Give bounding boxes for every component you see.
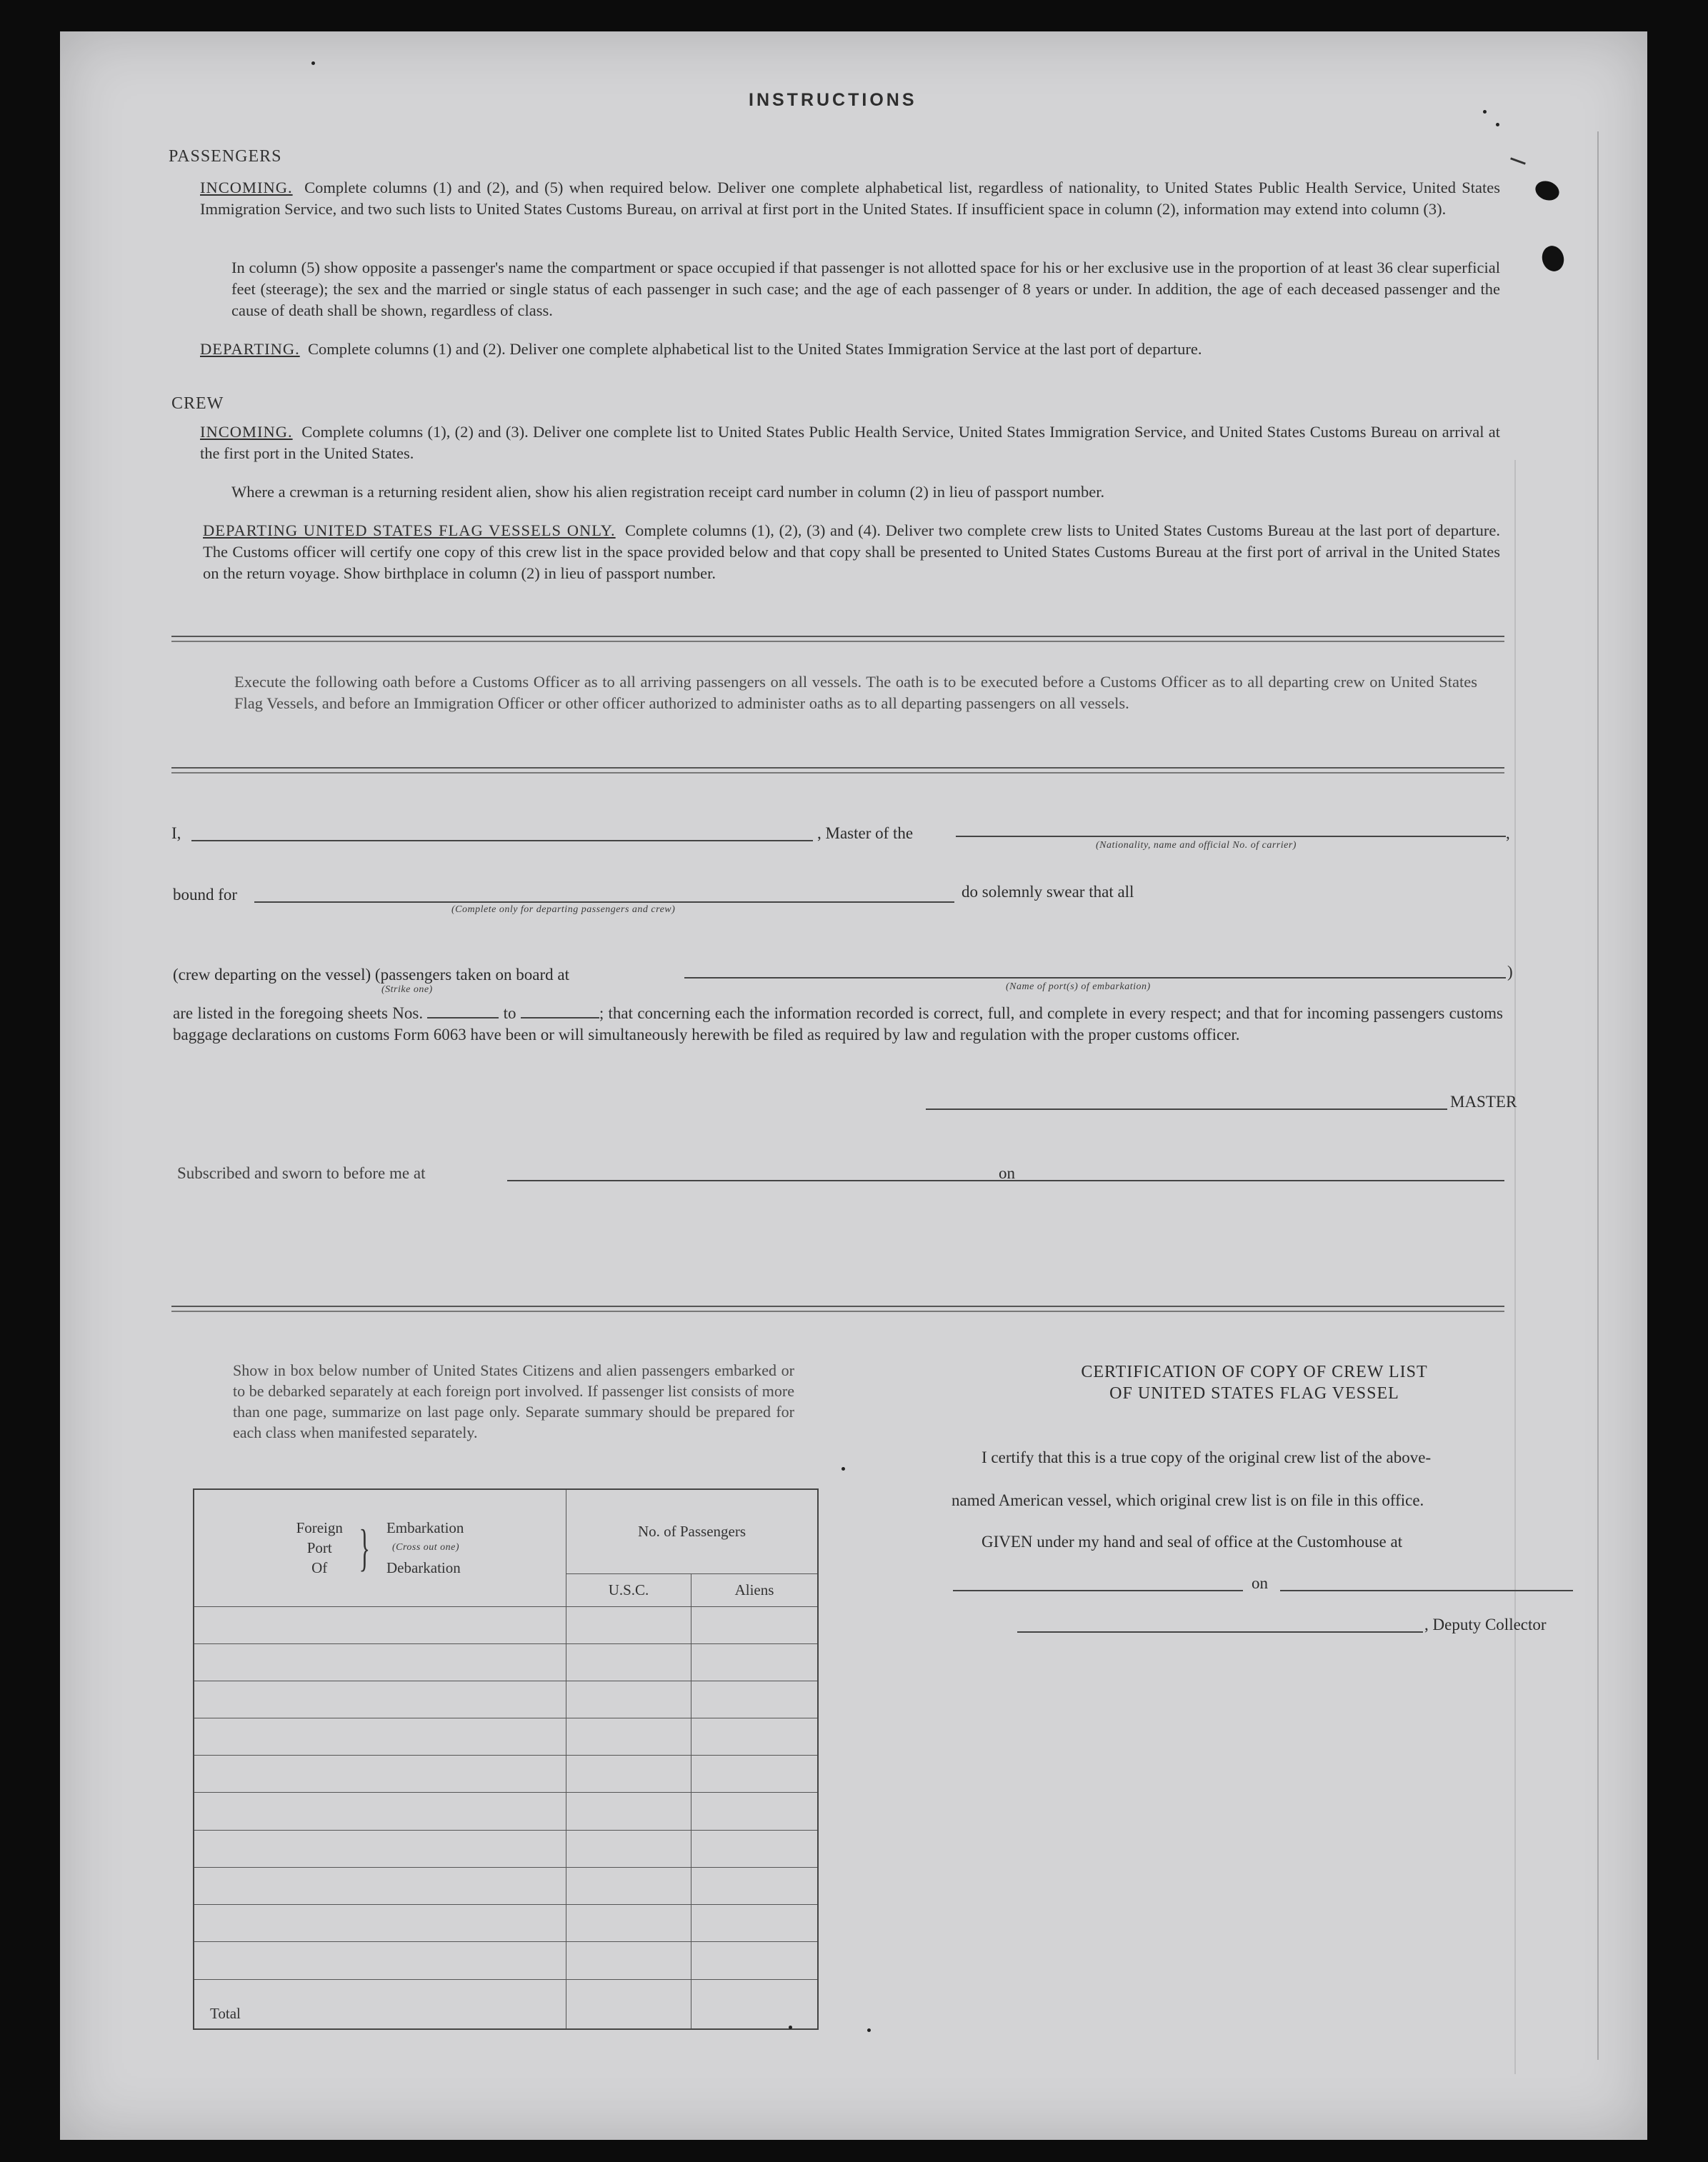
ink-mark	[1510, 157, 1526, 164]
certification-title-line2: OF UNITED STATES FLAG VESSEL	[1109, 1384, 1399, 1403]
table-row	[194, 1942, 818, 1979]
crew-incoming-label: INCOMING.	[200, 423, 293, 441]
listed-in-label: are listed in the foregoing sheets Nos.	[173, 1004, 424, 1022]
sworn-place-field[interactable]	[507, 1180, 1042, 1181]
swear-text: do solemnly swear that all	[962, 883, 1134, 901]
port-cell[interactable]	[194, 1681, 566, 1718]
crew-departing-text: (crew departing on the vessel) (passengers taken on board at	[173, 966, 569, 984]
page-title: INSTRUCTIONS	[749, 90, 917, 110]
deputy-signature-field[interactable]	[1017, 1631, 1423, 1633]
table-row	[194, 1681, 818, 1718]
oath-i-label: I,	[171, 824, 181, 842]
carrier-caption: (Nationality, name and official No. of carrier)	[1096, 840, 1297, 851]
usc-cell[interactable]	[566, 1942, 691, 1979]
aliens-cell[interactable]	[691, 1643, 819, 1681]
usc-cell[interactable]	[566, 1643, 691, 1681]
debarkation-label[interactable]: Debarkation	[386, 1559, 461, 1577]
ink-blot	[1533, 178, 1562, 204]
aliens-header: Aliens	[691, 1573, 819, 1606]
table-row	[194, 1643, 818, 1681]
cross-out-caption: (Cross out one)	[391, 1542, 460, 1553]
comma: ,	[1506, 824, 1510, 842]
embarkation-label[interactable]: Embarkation	[386, 1519, 464, 1537]
crew-departing-label: DEPARTING UNITED STATES FLAG VESSELS ONLY.	[203, 521, 616, 539]
of-label: Of	[311, 1559, 328, 1577]
port-cell[interactable]	[194, 1793, 566, 1830]
table-row	[194, 1830, 818, 1867]
aliens-cell[interactable]	[691, 1718, 819, 1756]
port-header-cell	[194, 1489, 566, 1606]
bound-for-caption: (Complete only for departing passengers and crew)	[451, 904, 676, 915]
crew-resident-paragraph: Where a crewman is a returning resident alien, show his alien registration receipt card number in column (2) in lieu of passport number.	[231, 483, 1105, 501]
embark-debark-label	[386, 1518, 464, 1578]
aliens-cell[interactable]	[691, 1830, 819, 1867]
sheet-to-field[interactable]	[521, 1017, 599, 1019]
bound-for-field[interactable]	[254, 901, 954, 903]
section-divider	[171, 636, 1504, 637]
bleed-through-line	[1597, 131, 1599, 2060]
foreign-port-of-label	[296, 1518, 343, 1578]
customhouse-field[interactable]	[953, 1590, 1243, 1591]
aliens-cell[interactable]	[691, 1793, 819, 1830]
sworn-date-field[interactable]	[1024, 1180, 1504, 1181]
certification-title	[947, 1361, 1562, 1404]
master-of-the-label: , Master of the	[817, 824, 914, 842]
aliens-cell[interactable]	[691, 1756, 819, 1793]
given-text: GIVEN under my hand and seal of office at the Customhouse at	[982, 1533, 1403, 1551]
oath-body-paragraph	[173, 1003, 1503, 1046]
table-row	[194, 1867, 818, 1904]
summary-instructions: Show in box below number of United States Citizens and alien passengers embarked or to be debarked separately at each foreign port involved. If passenger list consists of more than one page, summarize on last page only. Separate summary should be prepared for each class when manifested separately.	[233, 1361, 794, 1441]
master-name-field[interactable]	[191, 840, 813, 841]
passengers-heading: PASSENGERS	[169, 147, 282, 166]
aliens-cell[interactable]	[691, 1942, 819, 1979]
brace: }	[359, 1518, 371, 1576]
total-label: Total	[194, 1979, 566, 2029]
crew-departing-text: Complete columns (1), (2), (3) and (4). Deliver two complete crew lists to United States Customs Bureau at the last port of departure. The Customs officer will certify one copy of this crew list in the space provided below and that copy shall be presented to United States Customs Bureau at the first port of arrival in the United States on the return voyage. Show birthplace in column (2) in lieu of passport number.	[203, 521, 1501, 582]
certification-on-label: on	[1252, 1574, 1268, 1592]
subscribed-label: Subscribed and sworn to before me at	[177, 1164, 426, 1182]
speck	[1496, 123, 1499, 126]
ports-caption: (Name of port(s) of embarkation)	[1006, 981, 1151, 992]
port-cell[interactable]	[194, 1643, 566, 1681]
speck	[311, 61, 315, 65]
table-row	[194, 1793, 818, 1830]
passengers-departing-paragraph	[200, 339, 1500, 360]
crew-incoming-paragraph	[200, 421, 1500, 464]
usc-cell[interactable]	[566, 1905, 691, 1942]
speck	[1483, 110, 1487, 114]
close-paren: )	[1507, 963, 1513, 981]
usc-cell[interactable]	[566, 1606, 691, 1643]
foreign-label: Foreign	[296, 1519, 343, 1537]
speck	[867, 2028, 871, 2032]
table-row	[194, 1718, 818, 1756]
sworn-on-label: on	[999, 1164, 1015, 1182]
table-row	[194, 1905, 818, 1942]
passengers-incoming-text: Complete columns (1) and (2), and (5) when required below. Deliver one complete alphabetical list, regardless of nationality, to United States Public Health Service, United States Immigration Service, and two such lists to United States Customs Bureau, on arrival at first port in the United States. If insufficient space in column (2), information may extend into column (3).	[200, 179, 1501, 218]
aliens-total-cell[interactable]	[691, 1979, 819, 2029]
section-divider	[171, 1306, 1504, 1307]
certification-title-line1: CERTIFICATION OF COPY OF CREW LIST	[1081, 1363, 1428, 1381]
embarkation-ports-field[interactable]	[684, 977, 1506, 979]
bleed-through-line	[1514, 460, 1516, 2074]
port-cell[interactable]	[194, 1756, 566, 1793]
port-cell[interactable]	[194, 1718, 566, 1756]
port-cell[interactable]	[194, 1867, 566, 1904]
port-cell[interactable]	[194, 1830, 566, 1867]
crew-departing-paragraph	[203, 520, 1500, 584]
speck	[789, 2026, 792, 2029]
usc-cell[interactable]	[566, 1718, 691, 1756]
deputy-collector-label: , Deputy Collector	[1424, 1616, 1547, 1633]
table-row	[194, 1756, 818, 1793]
aliens-cell[interactable]	[691, 1681, 819, 1718]
bound-for-label: bound for	[173, 886, 238, 904]
master-signature-field[interactable]	[926, 1108, 1447, 1110]
port-label: Port	[306, 1539, 332, 1557]
passengers-departing-label: DEPARTING.	[200, 340, 300, 358]
port-cell[interactable]	[194, 1606, 566, 1643]
total-row	[194, 1979, 818, 2029]
oath-rest-text: ; that concerning each the information recorded is correct, full, and complete in every respect; and that for incoming passengers customs baggage declarations on customs Form 6063 have been or will simultaneously herewith be filed as required by law and regulation with the proper customs officer.	[173, 1004, 1503, 1044]
certification-text-line2: named American vessel, which original crew list is on file in this office.	[952, 1491, 1424, 1509]
certification-date-field[interactable]	[1280, 1590, 1573, 1591]
usc-cell[interactable]	[566, 1867, 691, 1904]
usc-total-cell[interactable]	[566, 1979, 691, 2029]
to-label: to	[503, 1004, 516, 1022]
usc-cell[interactable]	[566, 1681, 691, 1718]
crew-heading: CREW	[171, 394, 224, 413]
aliens-cell[interactable]	[691, 1905, 819, 1942]
carrier-field[interactable]	[956, 836, 1506, 837]
usc-cell[interactable]	[566, 1756, 691, 1793]
port-cell[interactable]	[194, 1942, 566, 1979]
section-divider	[171, 767, 1504, 769]
passenger-summary-table	[193, 1488, 819, 2030]
sheet-from-field[interactable]	[427, 1017, 499, 1019]
aliens-cell[interactable]	[691, 1606, 819, 1643]
strike-one-caption: (Strike one)	[381, 984, 433, 995]
passengers-incoming-label: INCOMING.	[200, 179, 293, 196]
speck	[841, 1467, 845, 1471]
aliens-cell[interactable]	[691, 1867, 819, 1904]
master-label: MASTER	[1450, 1093, 1517, 1111]
port-cell[interactable]	[194, 1905, 566, 1942]
form-page	[60, 31, 1647, 2140]
passengers-incoming-paragraph	[200, 177, 1500, 220]
usc-cell[interactable]	[566, 1793, 691, 1830]
certification-text-line1: I certify that this is a true copy of the original crew list of the above-	[982, 1448, 1432, 1466]
passengers-column5-paragraph: In column (5) show opposite a passenger's name the compartment or space occupied if that passenger is not allotted space for his or her exclusive use in the proportion of at least 36 clear superficial feet (steerage); the sex and the married or single status of each passenger in such case; and the age of each passenger of 8 years or under. In addition, the age of each deceased passenger and the cause of death shall be shown, regardless of class.	[231, 259, 1500, 319]
usc-cell[interactable]	[566, 1830, 691, 1867]
ink-blot	[1539, 244, 1567, 274]
passengers-departing-text: Complete columns (1) and (2). Deliver one complete alphabetical list to the United States Immigration Service at the last port of departure.	[307, 340, 1202, 358]
table-row	[194, 1606, 818, 1643]
crew-incoming-text: Complete columns (1), (2) and (3). Deliver one complete list to United States Public Health Service, United States Immigration Service, and United States Customs Bureau on arrival at the first port in the United States.	[200, 423, 1501, 462]
oath-intro-paragraph: Execute the following oath before a Customs Officer as to all arriving passengers on all vessels. The oath is to be executed before a Customs Officer as to all departing crew on United States Flag Vessels, and before an Immigration Officer or other officer authorized to administer oaths as to all departing passengers on all vessels.	[234, 673, 1477, 712]
no-of-passengers-header: No. of Passengers	[566, 1489, 819, 1573]
usc-header: U.S.C.	[566, 1573, 691, 1606]
